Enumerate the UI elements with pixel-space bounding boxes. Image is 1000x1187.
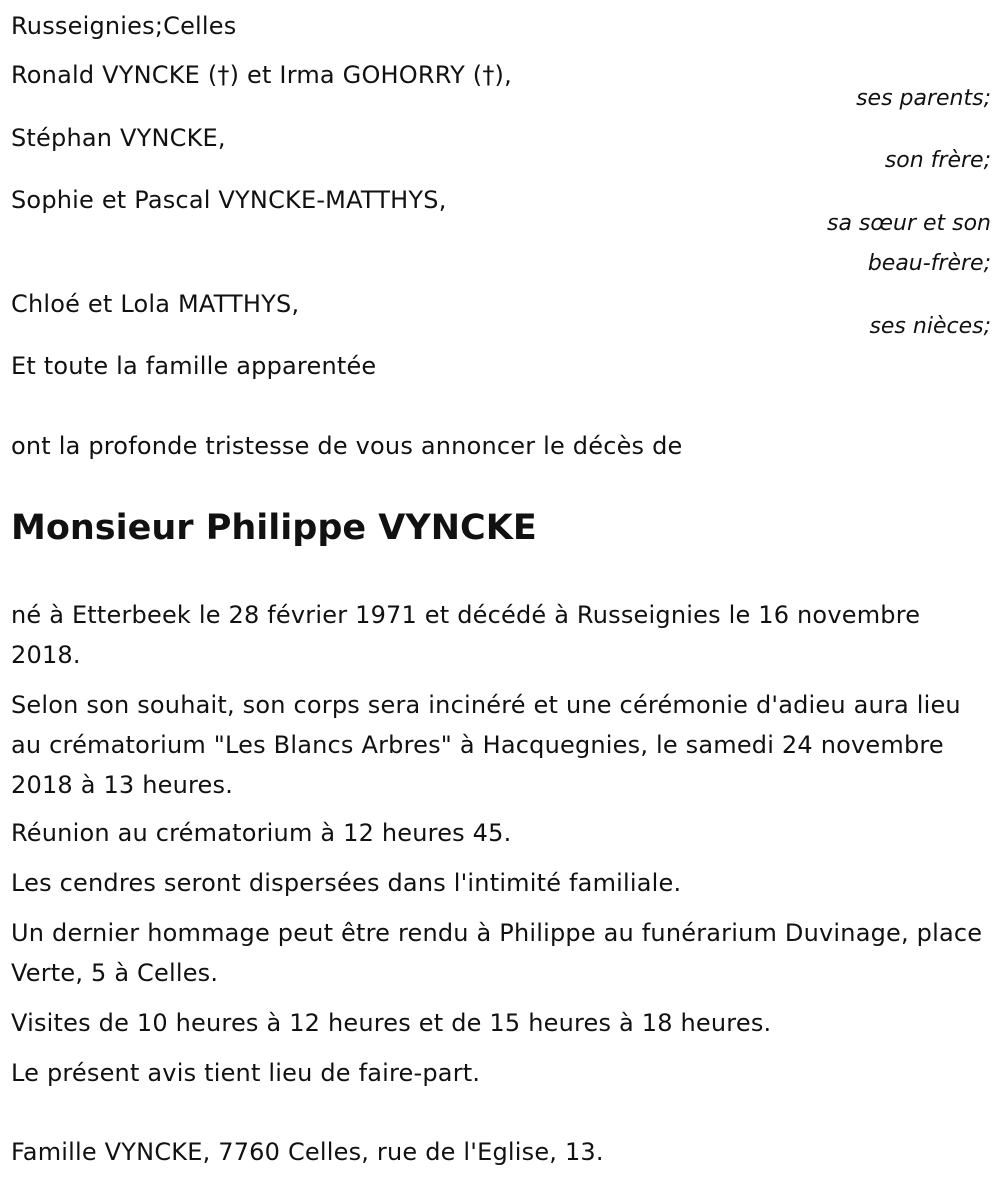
family-names-nieces: Chloé et Lola MATTHYS, [11,290,300,318]
family-extra: Et toute la famille apparentée [11,352,377,380]
birth-death-paragraph: né à Etterbeek le 28 février 1971 et décédé à Russeignies le 16 novembre 2018. [11,601,921,669]
ashes-paragraph: Les cendres seront dispersées dans l'intimité familiale. [11,869,682,897]
relation-sister-line-1: sa sœur et son [826,211,991,236]
relation-brother: son frère; [884,148,991,173]
tribute-paragraph: Un dernier hommage peut être rendu à Philippe au funérarium Duvinage, place Verte, 5 à Celles. [11,919,983,987]
notice-paragraph: Le présent avis tient lieu de faire-part. [11,1059,481,1087]
announcement: ont la profonde tristesse de vous annoncer le décès de [11,432,683,460]
relation-sister-line-2: beau-frère; [867,251,991,276]
place-line: Russeignies;Celles [11,12,237,40]
relation-parents: ses parents; [856,86,991,111]
family-names-brother: Stéphan VYNCKE, [11,124,226,152]
visits-paragraph: Visites de 10 heures à 12 heures et de 15 heures à 18 heures. [11,1009,772,1037]
ceremony-paragraph: Selon son souhait, son corps sera incinéré et une cérémonie d'adieu aura lieu au crématorium "Les Blancs Arbres" à Hacquegnies, le samedi 24 novembre 2018 à 13 heures. [11,691,961,799]
meeting-paragraph: Réunion au crématorium à 12 heures 45. [11,819,512,847]
family-names-parents: Ronald VYNCKE (†) et Irma GOHORRY (†), [11,61,512,89]
family-signature: Famille VYNCKE, 7760 Celles, rue de l'Eglise, 13. [11,1138,604,1166]
deceased-name: Monsieur Philippe VYNCKE [11,508,537,548]
family-names-sister: Sophie et Pascal VYNCKE-MATTHYS, [11,186,447,214]
relation-nieces: ses nièces; [869,314,991,339]
